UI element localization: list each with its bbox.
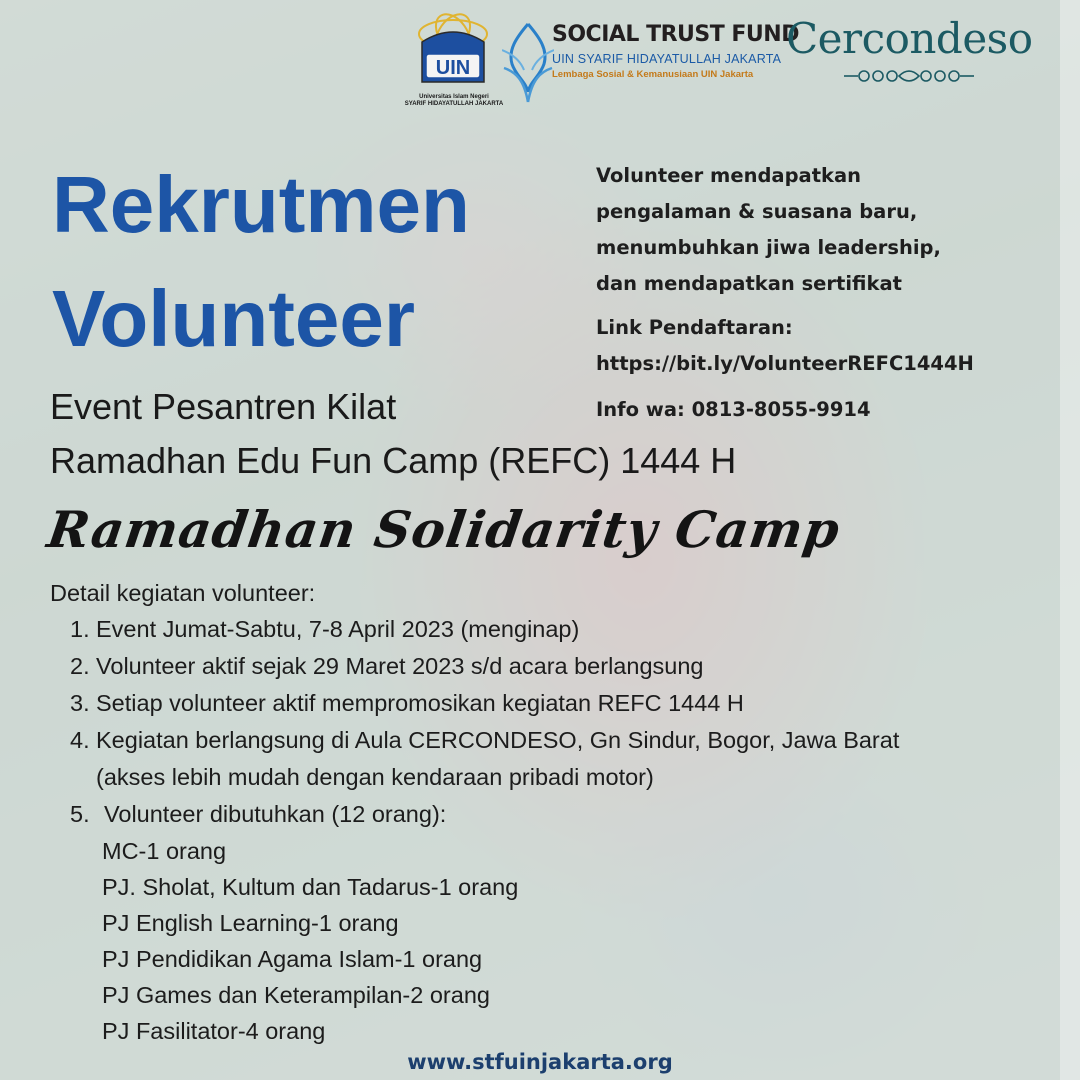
benefits-block xyxy=(596,158,1046,428)
cercondeso-name: Cercondeso xyxy=(786,14,1033,63)
item-number: 1. xyxy=(70,616,90,642)
role-item: MC-1 orang xyxy=(102,838,227,864)
role-item: PJ. Sholat, Kultum dan Tadarus-1 orang xyxy=(102,874,519,900)
stf-title: SOCIAL TRUST FUND xyxy=(552,22,799,47)
benefit-line: dan mendapatkan sertifikat xyxy=(596,272,902,295)
registration-link-label: Link Pendaftaran: xyxy=(596,316,793,339)
uin-logo xyxy=(404,12,504,112)
details-heading: Detail kegiatan volunteer: xyxy=(50,580,316,606)
list-item xyxy=(50,796,1050,833)
list-item xyxy=(50,611,1050,648)
role-item: PJ Games dan Keterampilan-2 orang xyxy=(102,982,490,1008)
item-text: Event Jumat-Sabtu, 7-8 April 2023 (menginap) xyxy=(96,616,580,642)
cercondeso-logo xyxy=(786,12,1036,92)
script-title: Ramadhan Solidarity Camp xyxy=(43,500,844,559)
role-item: PJ Fasilitator-4 orang xyxy=(102,1018,326,1044)
uin-caption-line1: Universitas Islam Negeri xyxy=(419,94,489,100)
hands-heart-icon xyxy=(502,20,554,106)
whatsapp-info: Info wa: 0813-8055-9914 xyxy=(596,398,871,421)
benefit-line: pengalaman & suasana baru, xyxy=(596,200,918,223)
item-number: 4. xyxy=(70,727,90,753)
list-item xyxy=(50,685,1050,722)
logo-bar xyxy=(404,12,1036,112)
svg-text:UIN: UIN xyxy=(435,57,471,79)
uin-caption xyxy=(404,94,504,108)
headline xyxy=(52,148,470,376)
benefit-line: menumbuhkan jiwa leadership, xyxy=(596,236,941,259)
uin-emblem-icon xyxy=(414,12,492,92)
item-text: Volunteer dibutuhkan (12 orang): xyxy=(104,801,447,827)
list-item xyxy=(50,722,1050,796)
event-line1: Event Pesantren Kilat xyxy=(50,386,397,427)
headline-line1: Rekrutmen xyxy=(52,160,470,249)
uin-caption-line2: SYARIF HIDAYATULLAH JAKARTA xyxy=(404,101,504,107)
item-number: 3. xyxy=(70,690,90,716)
role-item: PJ English Learning-1 orang xyxy=(102,910,399,936)
item-text: Volunteer aktif sejak 29 Maret 2023 s/d acara berlangsung xyxy=(96,653,704,679)
role-item: PJ Pendidikan Agama Islam-1 orang xyxy=(102,946,483,972)
list-item xyxy=(50,648,1050,685)
item-number: 5. xyxy=(70,801,90,827)
item-subtext: (akses lebih mudah dengan kendaraan pribadi motor) xyxy=(96,764,654,790)
details-list xyxy=(50,611,1050,833)
roles-list xyxy=(50,833,1050,1049)
registration-link[interactable]: https://bit.ly/VolunteerREFC1444H xyxy=(596,352,974,375)
headline-line2: Volunteer xyxy=(52,274,416,363)
item-number: 2. xyxy=(70,653,90,679)
website-footer[interactable]: www.stfuinjakarta.org xyxy=(407,1050,673,1074)
stf-tagline: Lembaga Sosial & Kemanusiaan UIN Jakarta xyxy=(552,69,754,80)
item-text: Kegiatan berlangsung di Aula CERCONDESO, Gn Sindur, Bogor, Jawa Barat xyxy=(96,727,900,753)
benefit-line: Volunteer mendapatkan xyxy=(596,164,862,187)
ornament-icon xyxy=(844,66,974,86)
item-text: Setiap volunteer aktif mempromosikan kegiatan REFC 1444 H xyxy=(96,690,744,716)
volunteer-details xyxy=(50,576,1050,1049)
social-trust-fund-logo xyxy=(502,12,799,112)
stf-subtitle: UIN SYARIF HIDAYATULLAH JAKARTA xyxy=(552,52,782,66)
event-line2: Ramadhan Edu Fun Camp (REFC) 1444 H xyxy=(50,440,737,481)
